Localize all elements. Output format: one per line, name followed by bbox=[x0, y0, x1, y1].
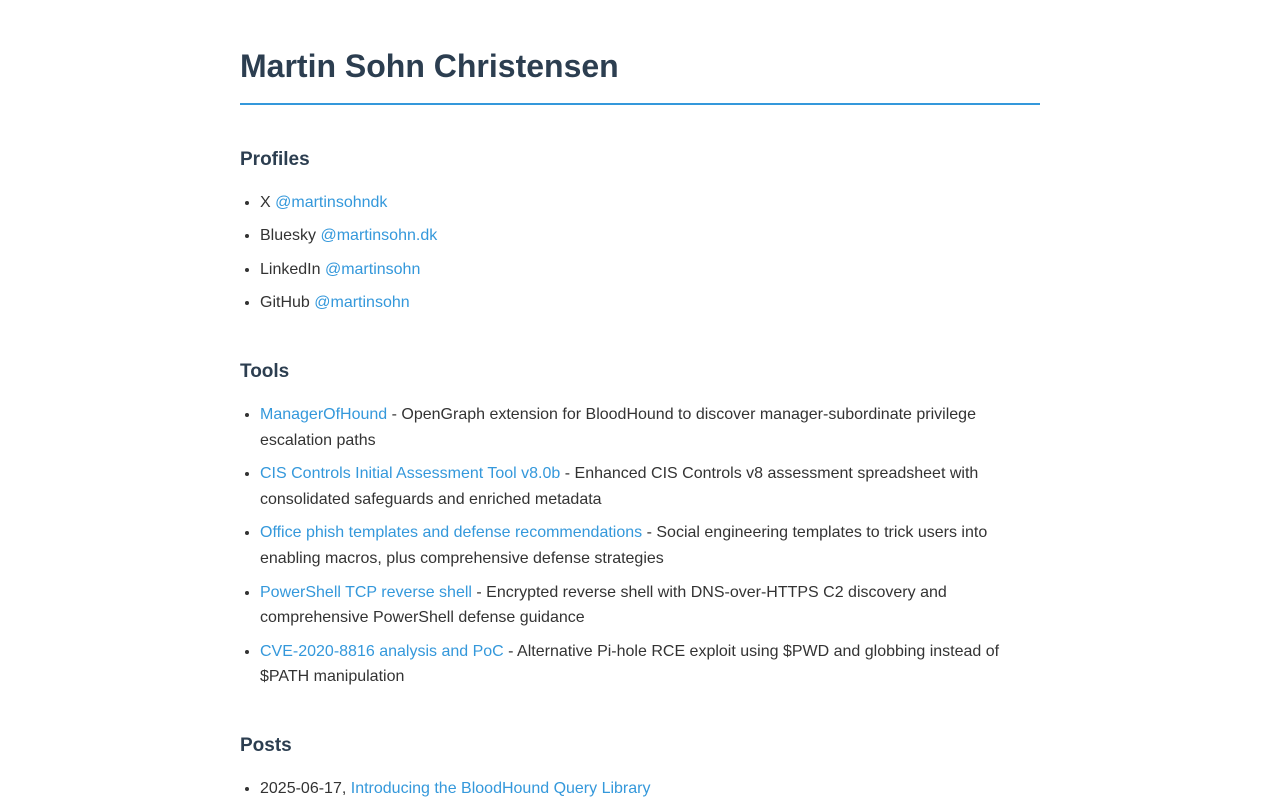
profile-label: GitHub bbox=[260, 294, 310, 312]
profile-item-github bbox=[260, 290, 1040, 316]
profile-item-linkedin bbox=[260, 257, 1040, 283]
tool-link-cve-2020-8816[interactable]: CVE-2020-8816 analysis and PoC bbox=[260, 642, 504, 660]
profile-link-github[interactable]: @martinsohn bbox=[314, 294, 410, 312]
tools-list bbox=[240, 402, 1040, 698]
title-divider bbox=[240, 103, 1040, 105]
tool-description: - Social engineering templates to trick users into enabling macros, plus comprehensive defense strategies bbox=[260, 524, 988, 567]
profile-item-bluesky bbox=[260, 223, 1040, 249]
profile-label: LinkedIn bbox=[260, 260, 321, 278]
posts-heading: Posts bbox=[240, 735, 292, 756]
profile-label: Bluesky bbox=[260, 227, 317, 245]
tool-item bbox=[260, 461, 1040, 512]
tool-description: - OpenGraph extension for BloodHound to discover manager-subordinate privilege escalation paths bbox=[260, 406, 976, 449]
tool-description: - Enhanced CIS Controls v8 assessment spreadsheet with consolidated safeguards and enriched metadata bbox=[260, 465, 979, 508]
tool-item bbox=[260, 580, 1040, 631]
post-item bbox=[260, 776, 1040, 802]
profiles-heading: Profiles bbox=[240, 149, 310, 170]
tool-item bbox=[260, 520, 1040, 571]
tool-description: - Alternative Pi-hole RCE exploit using $PWD and globbing instead of $PATH manipulation bbox=[260, 642, 1000, 686]
post-date: 2025-06-17, bbox=[260, 780, 347, 797]
tool-link-office-phish[interactable]: Office phish templates and defense recommendations bbox=[260, 524, 643, 542]
tool-link-powershell-shell[interactable]: PowerShell TCP reverse shell bbox=[260, 583, 472, 601]
tool-link-cis-controls[interactable]: CIS Controls Initial Assessment Tool v8.0b bbox=[260, 465, 561, 483]
tools-heading: Tools bbox=[240, 361, 290, 382]
page-title: Martin Sohn Christensen bbox=[240, 48, 619, 84]
profile-link-x[interactable]: @martinsohndk bbox=[275, 194, 388, 211]
posts-list bbox=[240, 776, 1040, 802]
tool-link-managerofhound[interactable]: ManagerOfHound bbox=[260, 406, 388, 423]
tool-item bbox=[260, 639, 1040, 690]
profiles-list bbox=[240, 190, 1040, 324]
post-link-bloodhound-query-library[interactable]: Introducing the BloodHound Query Library bbox=[350, 780, 651, 797]
tool-description: - Encrypted reverse shell with DNS-over-HTTPS C2 discovery and comprehensive PowerShell defense guidance bbox=[260, 583, 947, 627]
profile-item-x bbox=[260, 190, 1040, 216]
tool-item bbox=[260, 402, 1040, 453]
profile-link-linkedin[interactable]: @martinsohn bbox=[324, 260, 421, 278]
profile-label: X bbox=[260, 194, 271, 211]
profile-link-bluesky[interactable]: @martinsohn.dk bbox=[320, 227, 438, 245]
